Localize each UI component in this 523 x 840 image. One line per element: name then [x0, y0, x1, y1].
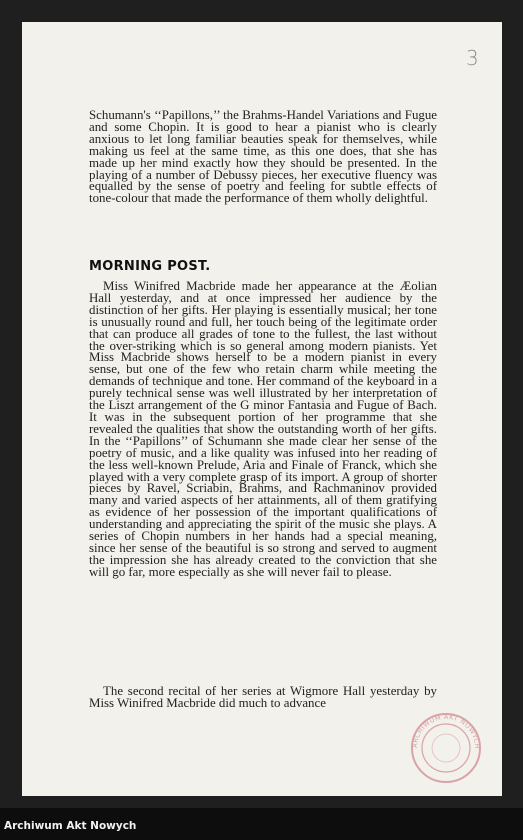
footer-bar [0, 808, 523, 840]
stamp-text: ARCHIWUM AKT NOWYCH [410, 712, 482, 750]
svg-text:ARCHIWUM AKT NOWYCH [411, 713, 481, 749]
section-heading: MORNING POST. [89, 259, 211, 274]
archive-stamp-icon [410, 712, 482, 784]
paragraph-next: The second recital of her series at Wigmore Hall yesterday by Miss Winifred Macbride did much to advance [89, 684, 437, 710]
archive-label: Archiwum Akt Nowych [4, 820, 137, 832]
document-page [22, 22, 502, 796]
paragraph-continuation: Schumann's ‘‘Papillons,’’ the Brahms-Handel Variations and Fugue and some Chopin. It is good to hear a pianist who is clearly anxious to let long familiar beauties speak for themselves, while making us feel at the same time, as this one does, that she has made up her mind exactly how they should be presented. In the playing of a number of Debussy pieces, her executive fluency was equalled by the sense of poetry and feeling for subtle effects of tone-colour that made the performance of them wholly delightful. [89, 108, 437, 206]
page-number: 3 [466, 46, 479, 70]
paragraph-review: Miss Winifred Macbride made her appearance at the Æolian Hall yesterday, and at once impressed her audience by the distinction of her gifts. Her playing is essentially musical; her tone is unusually round and full, her touch being of the legitimate order that can produce all grades of tone to the fullest, the last without the over-striking which is so general among modern pianists. Yet Miss Macbride shows herself to be a modern pianist in every sense, but one of the few who retain charm while meeting the demands of technique and tone. Her command of the keyboard in a purely technical sense was well illustrated by her interpretation of the Liszt arrangement of the G minor Fantasia and Fugue of Bach. It was in the subsequent portion of her programme that she revealed the qualities that show the outstanding worth of her gifts. In the ‘‘Papillons’’ of Schumann she made clear her sense of the poetry of music, and a like quality was infused into her reading of the less well-known Prelude, Aria and Finale of Franck, which she played with a very complete grasp of its import. A group of shorter pieces by Ravel, Scriabin, Brahms, and Rachmaninov provided many and varied aspects of her attainments, all of them gratifying as evidence of her possession of the important qualifications of understanding and appreciating the spirit of the music she plays. A series of Chopin numbers in her hands had a special meaning, since her sense of the beautiful is so strong and served to augment the impression she has already created to the conviction that she will go far, more especially as she will never fail to please. [89, 279, 437, 579]
